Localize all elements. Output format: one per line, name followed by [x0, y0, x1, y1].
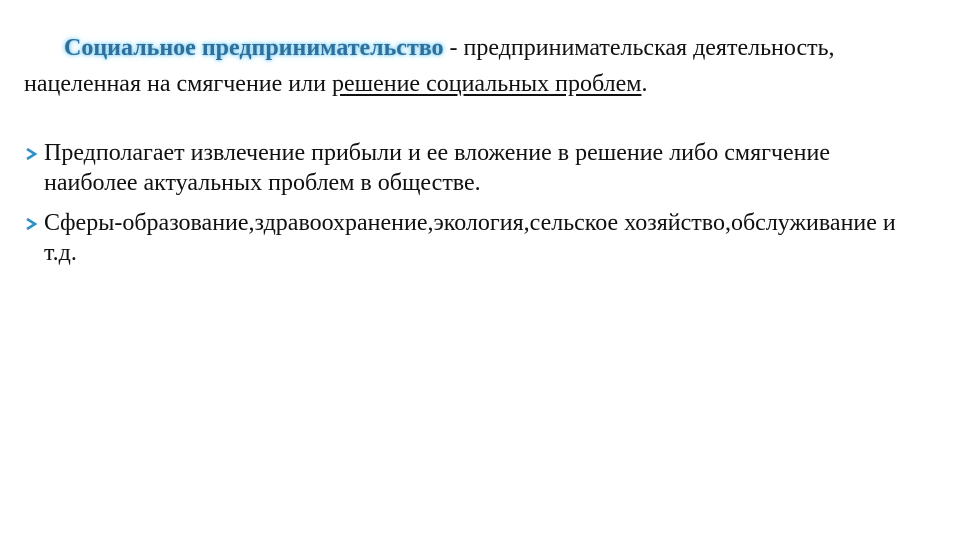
arrow-bullet-icon: [24, 217, 38, 231]
definition-text: - предпринимательская деятельность, нацеленная на смягчение или: [24, 35, 835, 97]
bullet-list: [24, 138, 924, 278]
bullet-text: Предполагает извлечение прибыли и ее вложение в решение либо смягчение наиболее актуальных проблем в обществе.: [44, 140, 831, 196]
definition-end: .: [641, 71, 648, 97]
bullet-text: Сферы-образование,здравоохранение,экология,сельское хозяйство,обслуживание и т.д.: [44, 210, 896, 266]
definition-underlined-text: решение социальных проблем: [331, 71, 642, 97]
definition-term: Социальное предпринимательство: [64, 35, 444, 61]
arrow-bullet-icon: [24, 147, 38, 161]
definition-paragraph: [24, 30, 934, 102]
bullet-item: [24, 208, 924, 268]
bullet-item: [24, 138, 924, 198]
